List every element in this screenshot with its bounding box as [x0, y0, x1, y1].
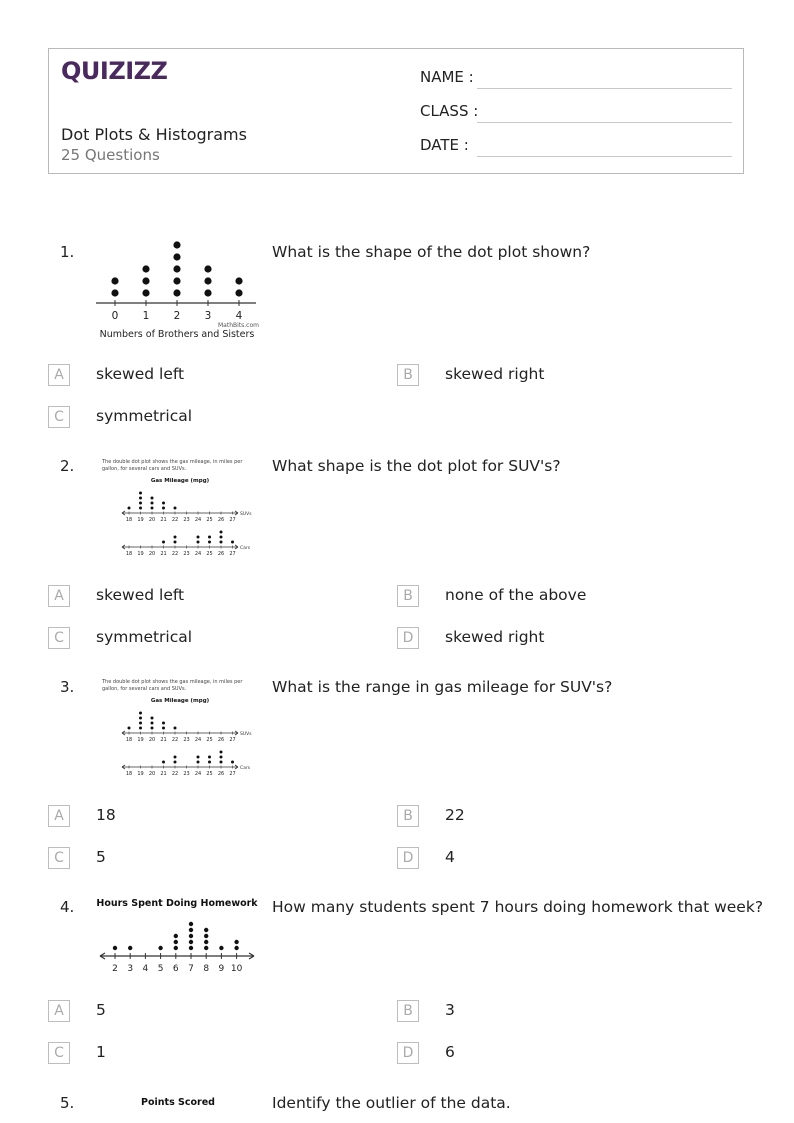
dot-point — [204, 289, 211, 296]
option-text: 3 — [445, 1001, 455, 1019]
date-label: DATE : — [420, 136, 469, 154]
figure-note: The double dot plot shows the gas mileage, in miles per — [102, 459, 243, 465]
question-text: What shape is the dot plot for SUV's? — [272, 457, 561, 475]
option-text: skewed right — [445, 628, 545, 646]
siblings-dot-plot — [92, 236, 262, 344]
tick-label: 20 — [148, 771, 156, 777]
dot-point — [173, 277, 180, 284]
tick-label: 27 — [229, 771, 236, 777]
option-text: 1 — [96, 1043, 106, 1061]
dot-point — [173, 265, 180, 272]
dot-point — [128, 946, 132, 950]
dot-point — [142, 289, 149, 296]
tick-label: 26 — [217, 771, 225, 777]
dot-point — [189, 922, 193, 926]
dot-point — [139, 722, 142, 725]
dot-point — [208, 761, 211, 764]
tick-label: 7 — [188, 964, 194, 974]
option-letter: C — [48, 627, 70, 649]
dot-point — [162, 722, 165, 725]
question-text: Identify the outlier of the data. — [272, 1094, 511, 1112]
question-number: 2. — [60, 457, 75, 475]
dot-point — [208, 756, 211, 759]
dot-point — [197, 756, 200, 759]
dot-point — [174, 761, 177, 764]
tick-label: 21 — [160, 771, 167, 777]
dot-point — [139, 717, 142, 720]
tick-label: 1 — [142, 310, 150, 322]
gas-mileage-dot-plot — [92, 676, 262, 782]
answer-option[interactable] — [48, 1000, 348, 1024]
points-scored-figure — [92, 1093, 262, 1113]
option-text: 6 — [445, 1043, 455, 1061]
question-text: What is the range in gas mileage for SUV's? — [272, 678, 613, 696]
option-letter: A — [48, 1000, 70, 1022]
dot-point — [220, 756, 223, 759]
dot-point — [204, 265, 211, 272]
dot-point — [128, 727, 131, 730]
dot-point — [189, 946, 193, 950]
tick-label: 18 — [125, 737, 133, 743]
dot-point — [197, 536, 200, 539]
tick-label: 8 — [203, 964, 210, 974]
dot-point — [174, 756, 177, 759]
dot-point — [235, 289, 242, 296]
dot-point — [189, 934, 193, 938]
tick-label: 22 — [171, 551, 179, 557]
dot-point — [162, 502, 165, 505]
tick-label: 27 — [229, 551, 236, 557]
tick-label: 23 — [183, 737, 190, 743]
dot-point — [208, 536, 211, 539]
answer-option[interactable] — [397, 585, 697, 609]
tick-label: 26 — [217, 551, 225, 557]
answer-option[interactable] — [397, 1000, 697, 1024]
tick-label: 24 — [194, 771, 202, 777]
tick-label: 20 — [148, 737, 156, 743]
worksheet-header — [48, 48, 744, 174]
dot-point — [204, 928, 208, 932]
dot-point — [235, 277, 242, 284]
dot-point — [139, 492, 142, 495]
option-letter: C — [48, 847, 70, 869]
dot-point — [128, 507, 131, 510]
class-line[interactable] — [477, 122, 732, 123]
dot-point — [174, 507, 177, 510]
dot-point — [189, 940, 193, 944]
option-letter: A — [48, 585, 70, 607]
answer-option[interactable] — [48, 805, 348, 829]
tick-label: 2 — [112, 964, 118, 974]
question-count: 25 Questions — [61, 146, 160, 164]
answer-option[interactable] — [397, 1042, 697, 1066]
dot-point — [139, 712, 142, 715]
axis-caption: Numbers of Brothers and Sisters — [99, 329, 255, 340]
dot-point — [113, 946, 117, 950]
tick-label: 24 — [194, 737, 202, 743]
dot-point — [174, 946, 178, 950]
option-text: symmetrical — [96, 407, 193, 425]
dot-point — [139, 507, 142, 510]
series-label: Cars — [240, 546, 251, 551]
option-text: 18 — [96, 806, 116, 824]
dot-point — [162, 727, 165, 730]
dot-point — [174, 934, 178, 938]
dot-point — [111, 289, 118, 296]
tick-label: 25 — [206, 517, 213, 523]
question-text: How many students spent 7 hours doing homework that week? — [272, 898, 764, 916]
chart-title: Gas Mileage (mpg) — [150, 698, 210, 704]
tick-label: 22 — [171, 771, 179, 777]
tick-label: 2 — [173, 310, 181, 322]
series-label: Cars — [240, 766, 251, 771]
tick-label: 24 — [194, 517, 202, 523]
option-letter: D — [397, 1042, 419, 1064]
dot-point — [189, 928, 193, 932]
tick-label: 27 — [229, 517, 236, 523]
worksheet-title: Dot Plots & Histograms — [61, 125, 247, 144]
answer-option[interactable] — [48, 627, 348, 651]
option-text: none of the above — [445, 586, 587, 604]
answer-option[interactable] — [397, 364, 697, 388]
dot-point — [139, 727, 142, 730]
tick-label: 5 — [157, 964, 164, 974]
answer-option[interactable] — [48, 847, 348, 871]
dot-point — [204, 946, 208, 950]
answer-option[interactable] — [397, 847, 697, 871]
option-text: skewed left — [96, 586, 185, 604]
tick-label: 4 — [235, 310, 243, 322]
tick-label: 9 — [218, 964, 225, 974]
option-letter: B — [397, 805, 419, 827]
dot-point — [142, 265, 149, 272]
tick-label: 19 — [137, 771, 144, 777]
class-label: CLASS : — [420, 102, 479, 120]
dot-point — [162, 761, 165, 764]
tick-label: 18 — [125, 517, 133, 523]
date-line[interactable] — [477, 156, 732, 157]
option-text: 5 — [96, 1001, 106, 1019]
option-text: symmetrical — [96, 628, 193, 646]
option-text: 4 — [445, 848, 455, 866]
option-letter: C — [48, 1042, 70, 1064]
tick-label: 26 — [217, 517, 225, 523]
tick-label: 27 — [229, 737, 236, 743]
gas-mileage-dot-plot — [92, 456, 262, 562]
tick-label: 20 — [148, 551, 156, 557]
figure-note: The double dot plot shows the gas mileage, in miles per — [102, 679, 243, 685]
tick-label: 23 — [183, 517, 190, 523]
dot-point — [204, 277, 211, 284]
dot-point — [220, 531, 223, 534]
name-line[interactable] — [477, 88, 732, 89]
option-letter: A — [48, 805, 70, 827]
answer-option[interactable] — [397, 805, 697, 829]
class-field[interactable] — [420, 102, 732, 124]
chart-title: Hours Spent Doing Homework — [96, 898, 258, 909]
tick-label: 21 — [160, 737, 167, 743]
question-number: 5. — [60, 1094, 75, 1112]
option-letter: D — [397, 847, 419, 869]
dot-point — [204, 940, 208, 944]
question-number: 3. — [60, 678, 75, 696]
dot-point — [197, 761, 200, 764]
option-letter: A — [48, 364, 70, 386]
option-text: 5 — [96, 848, 106, 866]
source-credit: MathBits.com — [218, 322, 259, 329]
tick-label: 0 — [111, 310, 119, 322]
tick-label: 23 — [183, 551, 190, 557]
dot-point — [204, 934, 208, 938]
tick-label: 3 — [127, 964, 134, 974]
tick-label: 19 — [137, 551, 144, 557]
dot-point — [220, 536, 223, 539]
dot-point — [174, 727, 177, 730]
option-letter: B — [397, 1000, 419, 1022]
dot-point — [151, 717, 154, 720]
dot-point — [173, 289, 180, 296]
tick-label: 23 — [183, 771, 190, 777]
chart-title: Gas Mileage (mpg) — [150, 478, 210, 484]
dot-point — [111, 277, 118, 284]
dot-point — [220, 541, 223, 544]
dot-point — [151, 502, 154, 505]
tick-label: 3 — [204, 310, 212, 322]
tick-label: 4 — [142, 964, 149, 974]
tick-label: 25 — [206, 551, 213, 557]
dot-point — [231, 541, 234, 544]
homework-dot-plot — [92, 894, 262, 978]
option-text: skewed right — [445, 365, 545, 383]
tick-label: 24 — [194, 551, 202, 557]
tick-label: 25 — [206, 771, 213, 777]
answer-option[interactable] — [48, 585, 348, 609]
dot-point — [234, 940, 238, 944]
tick-label: 18 — [125, 771, 133, 777]
question-text: What is the shape of the dot plot shown? — [272, 243, 591, 261]
tick-label: 10 — [230, 964, 243, 974]
name-field[interactable] — [420, 68, 732, 90]
tick-label: 19 — [137, 517, 144, 523]
option-letter: D — [397, 627, 419, 649]
dot-point — [174, 536, 177, 539]
question-number: 1. — [60, 243, 75, 261]
tick-label: 22 — [171, 737, 179, 743]
tick-label: 6 — [172, 964, 179, 974]
dot-point — [231, 761, 234, 764]
dot-point — [158, 946, 162, 950]
tick-label: 22 — [171, 517, 179, 523]
tick-label: 21 — [160, 551, 167, 557]
option-text: skewed left — [96, 365, 185, 383]
figure-note: gallon, for several cars and SUVs. — [102, 466, 187, 472]
dot-point — [142, 277, 149, 284]
dot-point — [220, 761, 223, 764]
dot-point — [174, 541, 177, 544]
tick-label: 21 — [160, 517, 167, 523]
tick-label: 19 — [137, 737, 144, 743]
dot-point — [208, 541, 211, 544]
dot-point — [162, 507, 165, 510]
dot-point — [173, 241, 180, 248]
dot-point — [139, 502, 142, 505]
dot-point — [219, 946, 223, 950]
dot-point — [197, 541, 200, 544]
answer-option[interactable] — [48, 406, 348, 430]
dot-point — [139, 497, 142, 500]
dot-point — [151, 722, 154, 725]
date-field[interactable] — [420, 136, 732, 158]
tick-label: 26 — [217, 737, 225, 743]
dot-point — [174, 940, 178, 944]
quizizz-logo: QUIZIZZ — [61, 57, 168, 85]
dot-point — [173, 253, 180, 260]
option-letter: C — [48, 406, 70, 428]
chart-title: Points Scored — [141, 1097, 215, 1108]
series-label: SUVs — [240, 732, 252, 737]
option-letter: B — [397, 364, 419, 386]
name-label: NAME : — [420, 68, 474, 86]
dot-point — [234, 946, 238, 950]
dot-point — [151, 727, 154, 730]
answer-option[interactable] — [48, 364, 348, 388]
dot-point — [151, 497, 154, 500]
option-letter: B — [397, 585, 419, 607]
series-label: SUVs — [240, 512, 252, 517]
answer-option[interactable] — [48, 1042, 348, 1066]
dot-point — [151, 507, 154, 510]
tick-label: 18 — [125, 551, 133, 557]
option-text: 22 — [445, 806, 465, 824]
tick-label: 25 — [206, 737, 213, 743]
tick-label: 20 — [148, 517, 156, 523]
dot-point — [162, 541, 165, 544]
answer-option[interactable] — [397, 627, 697, 651]
question-number: 4. — [60, 898, 75, 916]
dot-point — [220, 751, 223, 754]
figure-note: gallon, for several cars and SUVs. — [102, 686, 187, 692]
